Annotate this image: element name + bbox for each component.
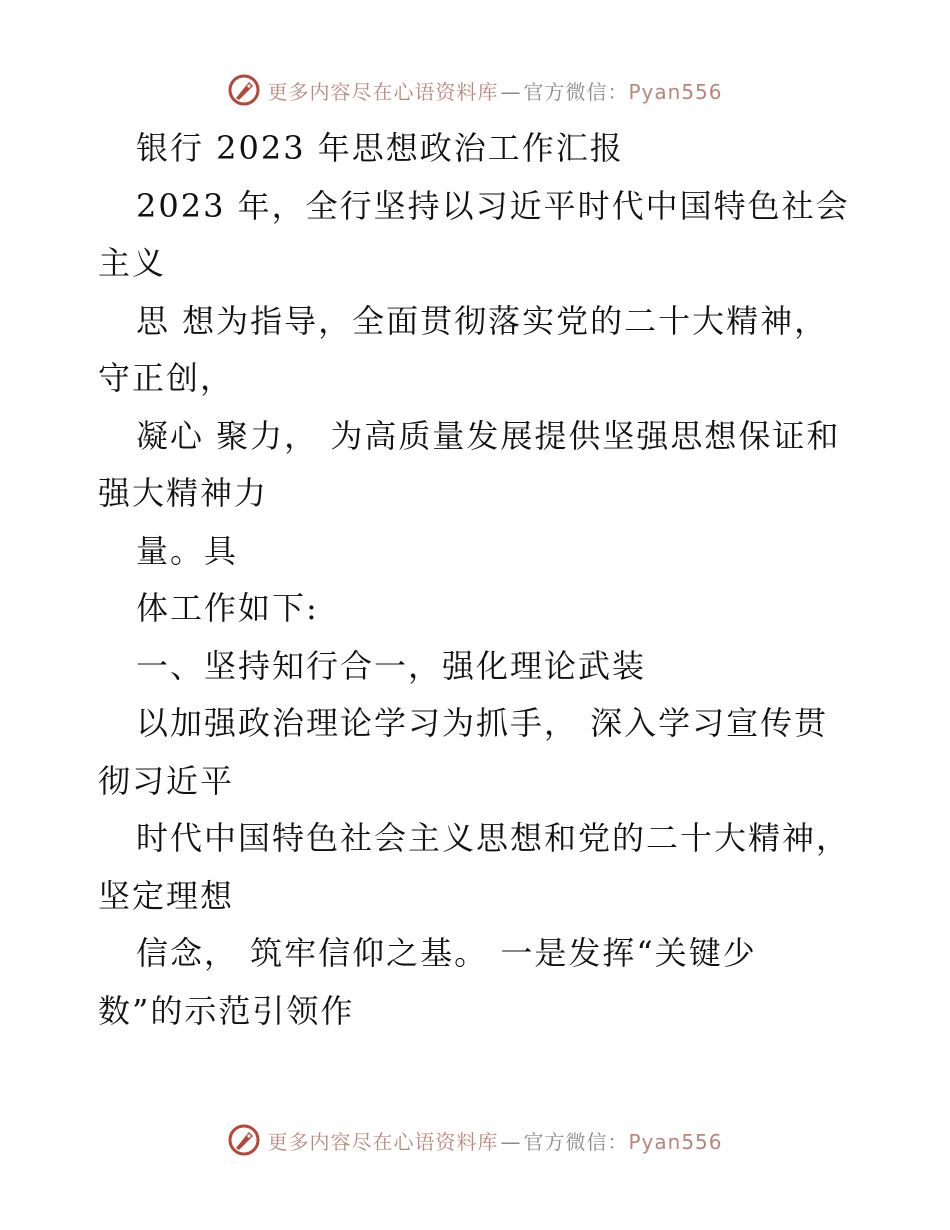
- document-line: 数”的示范引领作: [98, 991, 355, 1030]
- pen-nib-logo-icon: [227, 1123, 261, 1157]
- document-line: 彻习近平: [98, 761, 235, 800]
- watermark-dash: —: [500, 1129, 522, 1154]
- document-line: 体工作如下:: [136, 589, 319, 627]
- document-line: 以加强政治理论学习为抓手， 深入学习宣传贯: [136, 704, 829, 742]
- document-line: 守正创，: [98, 359, 235, 397]
- document-line: 一、坚持知行合一，强化理论武装: [136, 646, 647, 685]
- watermark-main-text: 更多内容尽在心语资料库: [267, 1129, 499, 1154]
- document-line: 思 想为指导，全面贯彻落实党的二十大精神，: [136, 301, 829, 340]
- watermark-wechat-id: Pyan556: [628, 79, 723, 104]
- document-line: 银行 2023 年思想政治工作汇报: [136, 129, 624, 167]
- document-line: 凝心 聚力， 为高质量发展提供坚强思想保证和: [136, 416, 841, 455]
- watermark-text: [267, 76, 722, 105]
- document-line: 2023 年，全行坚持以习近平时代中国特色社会: [136, 186, 850, 225]
- document-line: 主义: [98, 244, 167, 282]
- watermark-dash: —: [500, 79, 522, 104]
- document-line: 强大精神力: [98, 474, 269, 512]
- watermark-banner-bottom: [0, 1120, 950, 1160]
- document-line: 坚定理想: [98, 876, 235, 915]
- watermark-banner-top: [0, 70, 950, 110]
- watermark-sub-text: 官方微信：: [523, 1129, 629, 1154]
- document-line: 量。具: [136, 531, 239, 570]
- document-line: 信念， 筑牢信仰之基。 一是发挥“关键少: [136, 934, 757, 972]
- watermark-main-text: 更多内容尽在心语资料库: [267, 79, 499, 104]
- watermark-sub-text: 官方微信：: [523, 79, 629, 104]
- document-body: [98, 120, 878, 1040]
- pen-nib-logo-icon: [227, 73, 261, 107]
- document-line: 时代中国特色社会主义思想和党的二十大精神，: [136, 819, 851, 857]
- watermark-wechat-id: Pyan556: [628, 1129, 723, 1154]
- watermark-text: [267, 1126, 722, 1155]
